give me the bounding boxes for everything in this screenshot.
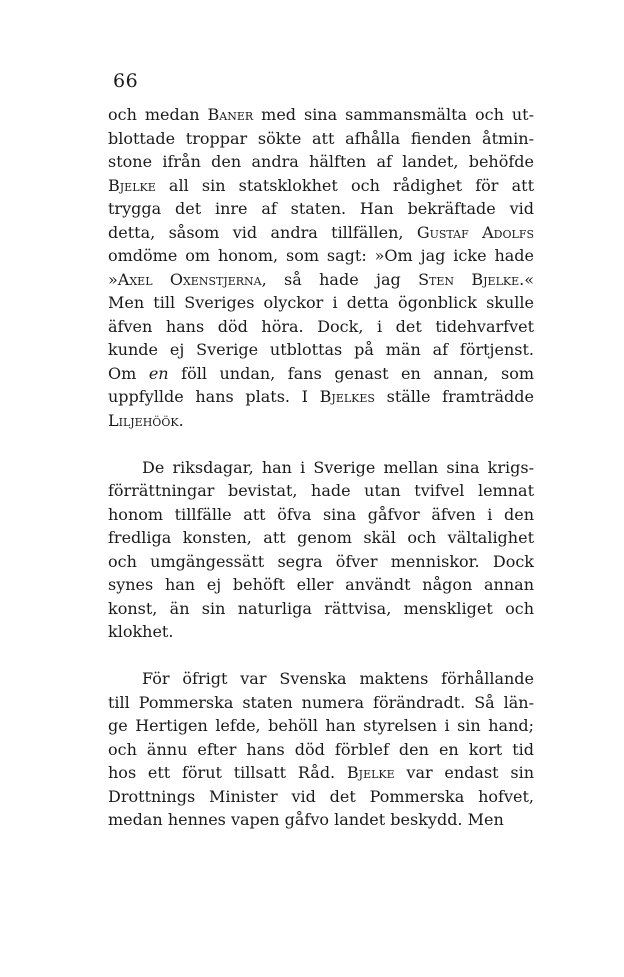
page-number: 66: [113, 70, 139, 92]
text-run: hos ett förut tillsatt Råd.: [108, 763, 347, 782]
text-run: trygga det inre af staten. Han bekräftade vid: [108, 199, 534, 218]
small-caps-name: Axel Oxenstjerna: [117, 269, 262, 289]
text-run: För öfrigt var Svenska maktens förhållande: [142, 669, 534, 688]
text-line: [108, 785, 534, 809]
paragraph-gap: [108, 644, 534, 668]
text-line: [108, 174, 534, 198]
paragraph: [108, 456, 534, 644]
small-caps-name: Sten Bjelke: [418, 269, 520, 289]
text-run: Om: [108, 363, 149, 383]
text-run: .: [178, 410, 184, 430]
text-line: [108, 127, 534, 151]
small-caps-name: Bjelke: [346, 763, 395, 782]
text-run: uppfyllde hans plats. I: [108, 387, 320, 406]
text-line: [108, 761, 534, 785]
text-run: stone ifrån den andra hälften af landet, behöfde: [108, 152, 534, 171]
text-run: klokhet.: [108, 622, 174, 641]
text-line: [108, 526, 534, 550]
text-run: kunde ej Sverige utblottas på män af förtjenst.: [108, 340, 534, 359]
text-line: [108, 479, 534, 503]
text-line: [108, 573, 534, 597]
small-caps-name: Gustaf Adolfs: [416, 222, 534, 242]
text-run: och umgängessätt segra öfver menniskor. Dock: [108, 551, 534, 571]
text-run: ge Hertigen lefde, behöll han styrelsen i sin hand;: [108, 716, 534, 735]
text-run: ställe framträdde: [374, 387, 535, 406]
text-run: , så hade jag: [261, 269, 419, 289]
text-line: [108, 103, 534, 127]
small-caps-name: Baner: [207, 105, 254, 124]
text-line: [108, 808, 534, 832]
text-run: till Pommerska staten numera förändradt. Så län-: [108, 692, 534, 712]
text-run: och ännu efter hans död förblef den en kort tid: [108, 739, 534, 759]
text-run: all sin statsklokhet och rådighet för att: [155, 175, 534, 195]
text-run: medan hennes vapen gåfvo landet beskydd. Men: [108, 810, 504, 829]
paragraph: [108, 103, 534, 432]
text-run: .«: [519, 269, 535, 289]
small-caps-name: Bjelkes: [319, 387, 375, 406]
text-line: [108, 338, 534, 362]
italic-word: en: [148, 363, 169, 383]
text-line: [108, 221, 534, 245]
text-line: [108, 197, 534, 221]
text-run: Men till Sveriges olyckor i detta ögonblick skulle: [108, 293, 534, 312]
text-line: [108, 620, 534, 644]
paragraph-gap: [108, 432, 534, 456]
text-line: [108, 550, 534, 574]
text-line: [108, 503, 534, 527]
text-run: föll undan, fans genast en annan, som: [168, 363, 534, 383]
text-line: [108, 456, 534, 480]
text-run: De riksdagar, han i Sverige mellan sina krigs-: [142, 457, 534, 477]
text-run: omdöme om honom, som sagt: »Om jag icke hade: [108, 246, 534, 265]
text-run: var endast sin: [394, 763, 535, 782]
text-run: konst, än sin naturliga rättvisa, menskliget och: [108, 598, 534, 618]
text-line: [108, 714, 534, 738]
text-line: [108, 291, 534, 315]
text-run: och medan: [108, 105, 208, 124]
text-run: synes han ej behöft eller användt någon annan: [108, 575, 534, 594]
text-line: [108, 738, 534, 762]
body-text: [108, 103, 534, 832]
text-line: [108, 385, 534, 409]
text-run: honom tillfälle att öfva sina gåfvor äfven i den: [108, 504, 534, 524]
small-caps-name: Liljehöök: [108, 410, 179, 430]
text-line: [108, 315, 534, 339]
text-run: förrättningar bevistat, hade utan tvifvel lemnat: [108, 481, 534, 500]
text-run: med sina sammansmälta och ut-: [253, 105, 535, 124]
text-line: [108, 409, 534, 433]
text-run: blottade troppar sökte att afhålla fienden åtmin-: [108, 128, 534, 148]
text-line: [108, 268, 534, 292]
text-run: detta, såsom vid andra tillfällen,: [108, 222, 417, 242]
paragraph: [108, 667, 534, 832]
text-run: Drottnings Minister vid det Pommerska hofvet,: [108, 786, 534, 806]
text-line: [108, 597, 534, 621]
text-run: »: [108, 269, 118, 289]
text-line: [108, 667, 534, 691]
text-line: [108, 244, 534, 268]
text-run: äfven hans död höra. Dock, i det tidehvarfvet: [108, 316, 534, 336]
text-line: [108, 691, 534, 715]
text-line: [108, 362, 534, 386]
small-caps-name: Bjelke: [108, 175, 156, 195]
text-run: fredliga konsten, att genom skäl och vältalighet: [108, 528, 534, 547]
text-line: [108, 150, 534, 174]
